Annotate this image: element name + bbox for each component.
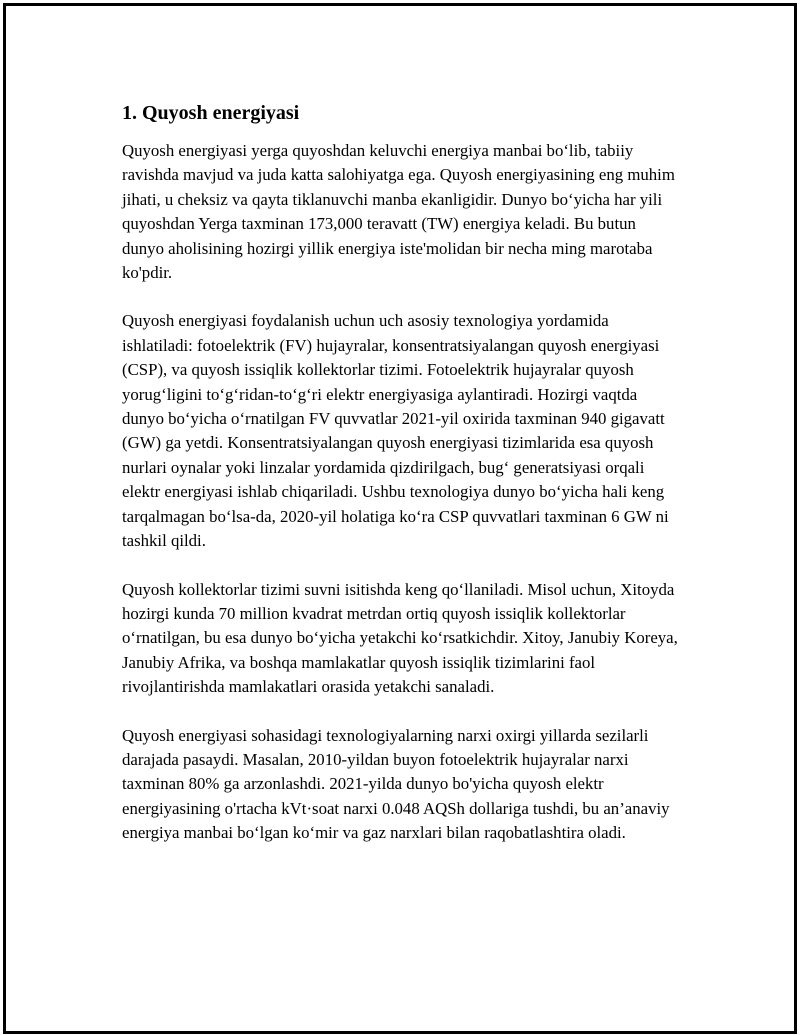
paragraph-technologies: Quyosh energiyasi foydalanish uchun uch asosiy texnologiya yordamida ishlatiladi: fotoelektrik (FV) hujayralar, konsentratsiyalangan quyosh energiyasi (CSP), va quyosh issiqlik kollektorlar tizimi. Fotoelektrik hujayralar quyosh yorugʻligini toʻgʻridan-toʻgʻri elektr energiyasiga aylantiradi. Hozirgi vaqtda dunyo boʻyicha oʻrnatilgan FV quvvatlar 2021-yil oxirida taxminan 940 gigavatt (GW) ga yetdi. Konsentratsiyalangan quyosh energiyasi tizimlarida esa quyosh nurlari oynalar yoki linzalar yordamida qizdirilgach, bugʻ generatsiyasi orqali elektr energiyasi ishlab chiqariladi. Ushbu texnologiya dunyo boʻyicha hali keng tarqalmagan boʻlsa-da, 2020-yil holatiga koʻra CSP quvvatlari taxminan 6 GW ni tashkil qildi. (122, 311, 669, 551)
document-body (122, 100, 682, 870)
paragraph-collectors: Quyosh kollektorlar tizimi suvni isitishda keng qoʻllaniladi. Misol uchun, Xitoyda hozirgi kunda 70 million kvadrat metrdan ortiq quyosh issiqlik kollektorlar oʻrnatilgan, bu esa dunyo boʻyicha yetakchi koʻrsatkichdir. Xitoy, Janubiy Koreya, Janubiy Afrika, va boshqa mamlakatlar quyosh issiqlik tizimlarini faol rivojlantirishda mamlakatlari orasida yetakchi sanaladi. (122, 579, 678, 697)
paragraph-intro: Quyosh energiyasi yerga quyoshdan keluvchi energiya manbai boʻlib, tabiiy ravishda mavjud va juda katta salohiyatga ega. Quyosh energiyasining eng muhim jihati, u cheksiz va qayta tiklanuvchi manba ekanligidir. Dunyo boʻyicha har yili quyoshdan Yerga taxminan 173,000 teravatt (TW) energiya keladi. Bu butun dunyo aholisining hozirgi yillik energiya iste'molidan bir necha ming marotaba ko'pdir. (122, 141, 675, 283)
section-heading: 1. Quyosh energiyasi (122, 102, 300, 124)
paragraph-costs: Quyosh energiyasi sohasidagi texnologiyalarning narxi oxirgi yillarda sezilarli darajada pasaydi. Masalan, 2010-yildan buyon fotoelektrik hujayralar narxi taxminan 80% ga arzonlashdi. 2021-yilda dunyo bo'yicha quyosh elektr energiyasining o'rtacha kVt·soat narxi 0.048 AQSh dollariga tushdi, bu an’anaviy energiya manbai boʻlgan koʻmir va gaz narxlari bilan raqobatlashtira oladi. (122, 725, 670, 843)
page-frame (3, 3, 797, 1034)
